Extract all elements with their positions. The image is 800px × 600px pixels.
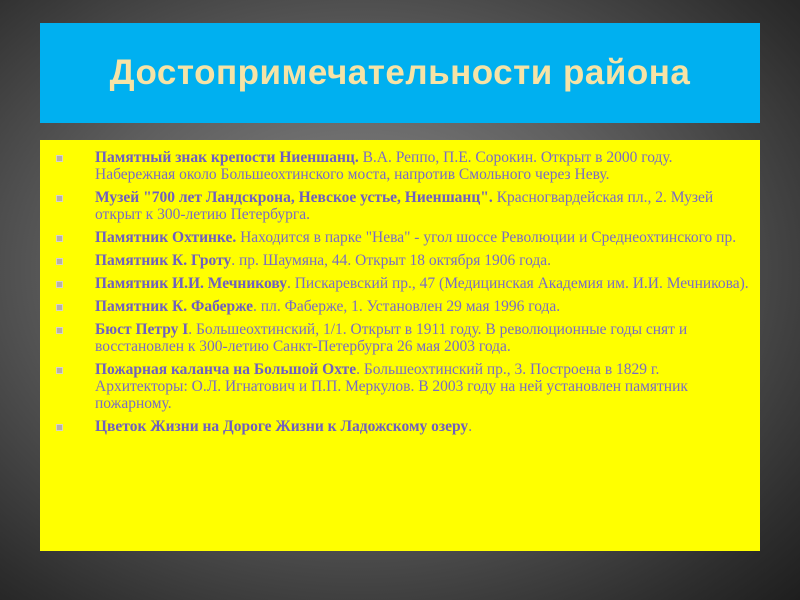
- item-title: Памятник Охтинке.: [95, 229, 237, 246]
- square-bullet-icon: [56, 327, 63, 334]
- square-bullet-icon: [56, 195, 63, 202]
- square-bullet-icon: [56, 258, 63, 265]
- square-bullet-icon: [56, 281, 63, 288]
- slide-title-bar: [40, 23, 760, 123]
- item-title: Музей "700 лет Ландскрона, Невское устье, Ниеншанц".: [95, 189, 493, 206]
- item-description: . пр. Шаумяна, 44. Открыт 18 октября 1906 года.: [231, 252, 552, 269]
- square-bullet-icon: [56, 304, 63, 311]
- list-item: [56, 321, 750, 355]
- item-description: . Большеохтинский, 1/1. Открыт в 1911 году. В революционные годы снят и восстановлен к 300-летию Санкт-Петербурга 26 мая 2003 года.: [95, 321, 688, 355]
- item-description: Находится в парке "Нева" - угол шоссе Революции и Среднеохтинского пр.: [236, 229, 737, 246]
- list-item: [56, 149, 750, 183]
- item-title: Памятник И.И. Мечникову: [95, 275, 287, 292]
- item-title: Цветок Жизни на Дороге Жизни к Ладожскому озеру: [95, 418, 469, 435]
- list-item: [56, 189, 750, 223]
- list-item: [56, 275, 750, 292]
- item-title: Памятный знак крепости Ниеншанц.: [95, 149, 359, 166]
- list-item: [56, 418, 750, 435]
- square-bullet-icon: [56, 235, 63, 242]
- item-title: Памятник К. Фаберже: [95, 298, 254, 315]
- item-title: Памятник К. Гроту: [95, 252, 232, 269]
- square-bullet-icon: [56, 367, 63, 374]
- attractions-list: [56, 149, 750, 435]
- list-item: [56, 252, 750, 269]
- content-box: [40, 140, 760, 551]
- item-description: . Большеохтинский пр., 3. Построена в 1829 г. Архитекторы: О.Л. Игнатович и П.П. Меркулов. В 2003 году на ней установлен памятник пожарному.: [95, 361, 688, 412]
- item-description: В.А. Реппо, П.Е. Сорокин. Открыт в 2000 году. Набережная около Большеохтинского моста, напротив Смольного через Неву.: [95, 149, 673, 183]
- item-description: . Пискаревский пр., 47 (Медицинская Академия им. И.И. Мечникова).: [286, 275, 749, 292]
- item-description: . пл. Фаберже, 1. Установлен 29 мая 1996 года.: [253, 298, 561, 315]
- item-title: Бюст Петру I: [95, 321, 189, 338]
- list-item: [56, 298, 750, 315]
- item-description: Красногвардейская пл., 2. Музей открыт к 300-летию Петербурга.: [95, 189, 714, 223]
- slide-title: Достопримечательности района: [109, 53, 691, 92]
- list-item: [56, 229, 750, 246]
- list-item: [56, 361, 750, 412]
- square-bullet-icon: [56, 424, 63, 431]
- square-bullet-icon: [56, 155, 63, 162]
- item-title: Пожарная каланча на Большой Охте: [95, 361, 357, 378]
- item-description: .: [468, 418, 473, 435]
